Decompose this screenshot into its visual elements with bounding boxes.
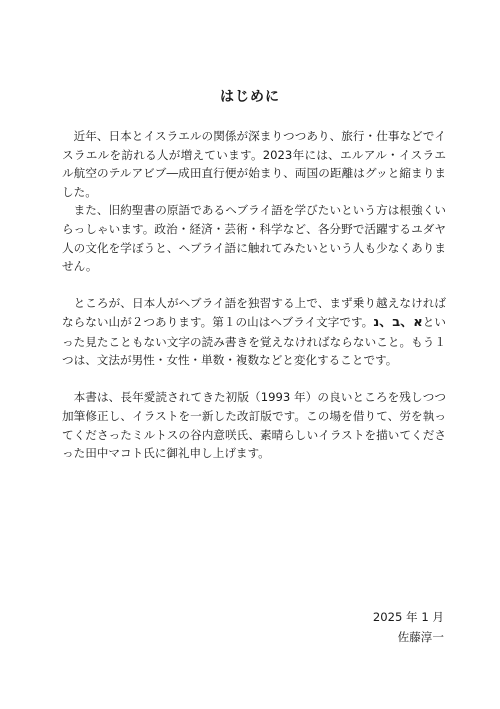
paragraph-3-tail: といった見たこともない文字の読み書きを覚えなければならないこと。もう１つは、文法が男性・女性・単数・複数などと変化することです。 [62,314,446,368]
page-title: はじめに [220,89,280,105]
paragraph-1: 近年、日本とイスラエルの関係が深まりつつあり、旅行・仕事などでイスラエルを訪れる人が増えています。2023年には、エルアル・イスラエル航空のテルアビブ―成田直行便が始まり、両国の距離はグッと縮まりました。 [62,129,446,199]
hebrew-letters: א、ב、נ [373,314,423,330]
signature-author: 佐藤淳一 [397,630,444,644]
signature-date: 2025 年 1 月 [372,610,444,624]
paragraph-3-lead: ところが、日本人がヘブライ語を独習する上で、まず乗り越えなければならない山が２つあります。第１の山はヘブライ文字です。 [62,296,446,329]
paragraph-gap [62,276,446,295]
body-text [62,127,446,463]
paragraph-2: また、旧約聖書の原語であるヘブライ語を学びたいという方は根強くいらっしゃいます。政治・経済・芸術・科学など、各分野で活躍するユダヤ人の文化を学ぼうと、ヘブライ語に触れてみたいという人も少なくありません。 [62,203,446,274]
paragraph-6: 本書は、長年愛読されてきた初版（1993 年）の良いところを残しつつ加筆修正し、イラストを一新した改訂版です。この場を借りて、労を執ってくださったミルトスの谷内意咲氏、素晴らしいイラストを描いてくださった田中マコト氏に御礼申し上げます。 [62,390,446,461]
signature-block [373,607,444,647]
paragraph-3 [62,294,446,369]
paragraph-gap [62,370,446,389]
